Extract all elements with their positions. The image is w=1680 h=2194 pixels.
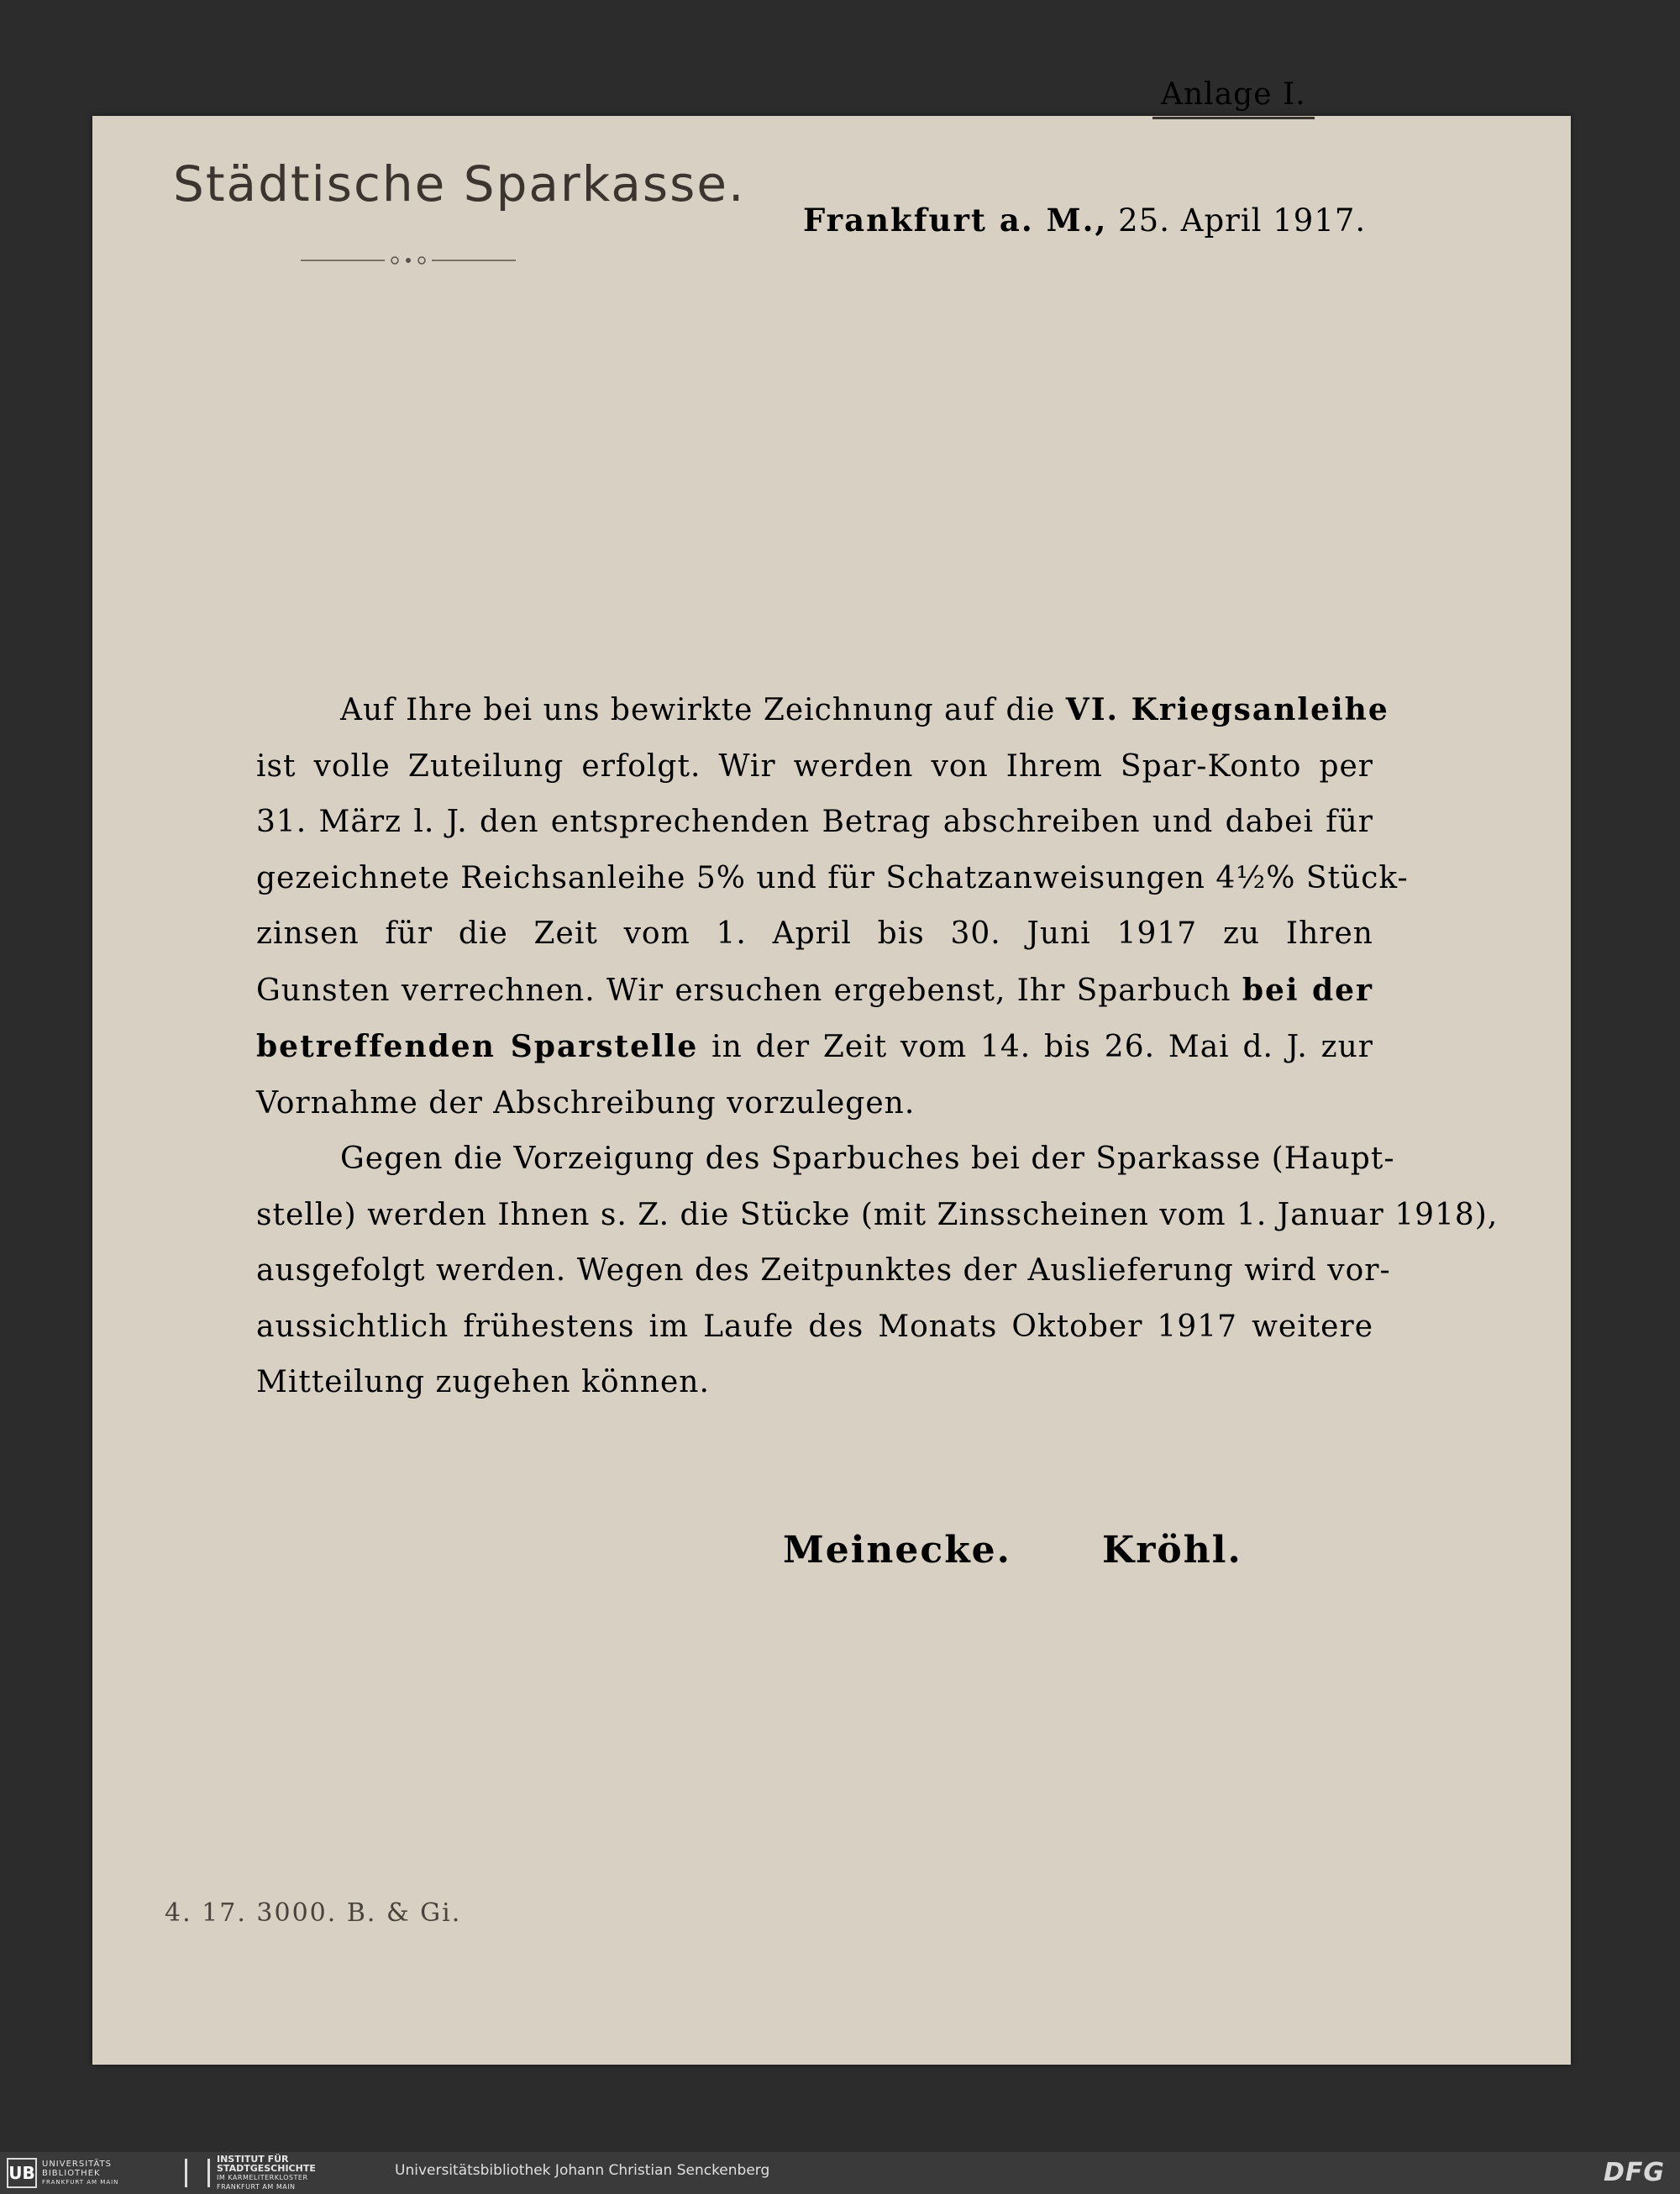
date-value: 25. April 1917. (1118, 202, 1367, 239)
body-line (256, 1019, 1373, 1076)
date-line (803, 202, 1366, 239)
dfg-logo[interactable]: DFG (1603, 2158, 1665, 2187)
body-text: Gunsten verrechnen. Wir ersuchen ergebenst, Ihr Sparbuch (256, 973, 1242, 1008)
organization-heading: Städtische Sparkasse. (173, 155, 746, 213)
inst-text-3: IM KARMELITERKLOSTER (217, 2174, 308, 2181)
signature-meinecke: Meinecke. (783, 1529, 1011, 1572)
ornament-divider-icon (301, 254, 516, 267)
institute-logo-icon (185, 2159, 210, 2187)
library-credit: Universitätsbibliothek Johann Christian Senckenberg (395, 2162, 770, 2179)
body-line (256, 1076, 1373, 1132)
body-line (256, 682, 1389, 739)
viewer-footer (0, 2152, 1680, 2194)
ub-logo-text (42, 2160, 118, 2187)
inst-text-2: STADTGESCHICHTE (217, 2163, 316, 2174)
body-text: Vornahme der Abschreibung vorzulegen. (256, 1085, 916, 1121)
body-line (256, 795, 1373, 851)
body-line (256, 906, 1373, 963)
body-text: Gegen die Vorzeigung des Sparbuches bei der Sparkasse (Haupt- (340, 1142, 1395, 1176)
body-text: ausgefolgt werden. Wegen des Zeitpunktes der Auslieferung wird vor- (256, 1253, 1391, 1288)
annex-label: Anlage I. (1152, 77, 1315, 119)
signature-kroehl: Kröhl. (1102, 1529, 1242, 1572)
letter-body (256, 682, 1499, 1411)
inst-text-4: FRANKFURT AM MAIN (217, 2183, 296, 2191)
body-text: gezeichnete Reichsanleihe 5% und für Schatzanweisungen 4½% Stück- (256, 860, 1409, 895)
body-line (256, 963, 1373, 1020)
print-note: 4. 17. 3000. B. & Gi. (165, 1898, 462, 1928)
body-text: zinsen für die Zeit vom 1. April bis 30. Juni 1917 zu Ihren (256, 916, 1373, 951)
institute-logo-text (217, 2155, 316, 2191)
date-city: Frankfurt a. M., (803, 202, 1108, 239)
body-text: aussichtlich frühestens im Laufe des Monats Oktober 1917 weitere (256, 1309, 1373, 1344)
body-text: 31. März l. J. den entsprechenden Betrag abschreiben und dabei für (256, 805, 1373, 839)
body-line (256, 1243, 1391, 1299)
body-line (256, 851, 1409, 907)
body-text: stelle) werden Ihnen s. Z. die Stücke (mit Zinsscheinen vom 1. Januar 1918), (256, 1197, 1499, 1232)
body-line (256, 1188, 1499, 1244)
body-line (256, 739, 1373, 795)
body-text: Auf Ihre bei uns bewirkte Zeichnung auf die (340, 693, 1066, 727)
body-bold-text: betreffenden Sparstelle (256, 1029, 699, 1064)
body-bold-text: bei der (1242, 972, 1373, 1008)
ub-text-3: FRANKFURT AM MAIN (42, 2178, 119, 2186)
ub-logo-mark: UB (7, 2158, 37, 2188)
institute-logo[interactable] (185, 2154, 386, 2191)
inst-text-1: INSTITUT FÜR (217, 2154, 289, 2165)
body-text: ist volle Zuteilung erfolgt. Wir werden von Ihrem Spar-Konto per (256, 748, 1373, 784)
ub-text-2: BIBLIOTHEK (42, 2168, 101, 2178)
ub-text-1: UNIVERSITÄTS (42, 2159, 113, 2169)
body-line (256, 1355, 1373, 1411)
body-bold-text: VI. Kriegsanleihe (1065, 692, 1389, 727)
body-line (256, 1299, 1373, 1356)
body-line (256, 1131, 1395, 1188)
body-text: Mitteilung zugehen können. (256, 1365, 710, 1399)
ub-logo[interactable] (7, 2157, 166, 2189)
body-text: in der Zeit vom 14. bis 26. Mai d. J. zur (698, 1030, 1373, 1064)
